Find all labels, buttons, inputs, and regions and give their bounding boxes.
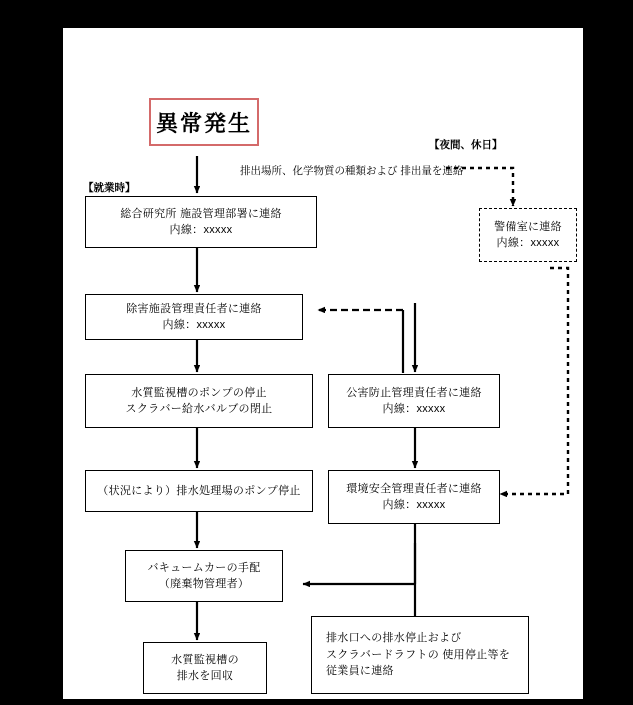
title-abnormal-occurrence (149, 98, 259, 146)
node-notify-employees-line1: 排水口への排水停止および (326, 632, 462, 645)
label-night: 【夜間、休日】 (429, 139, 503, 151)
node-collect-water-line1: 水質監視槽の (171, 653, 239, 666)
node-security-room-line1: 警備室に連絡 (494, 220, 562, 233)
node-notify-employees-line3: 従業員に連絡 (326, 665, 394, 678)
diagram-sheet (62, 27, 584, 700)
node-vacuum-car-line2: （廃棄物管理者） (158, 578, 250, 590)
node-pump-stop-line1: 水質監視槽のポンプの停止 (131, 386, 267, 399)
node-facility-dept-line1: 総合研究所 施設管理部署に連絡 (120, 207, 282, 220)
node-security-room (479, 208, 577, 262)
node-facility-dept-line2: 内線：xxxxx (169, 224, 233, 236)
node-vacuum-car (125, 550, 283, 602)
node-collect-water (143, 642, 267, 694)
annotation-report-line1: 排出場所、化学物質の種類および (240, 165, 398, 177)
node-pollution-manager-line2: 内線：xxxxx (382, 403, 446, 415)
node-env-safety-manager-line2: 内線：xxxxx (382, 499, 446, 511)
node-treatment-manager-line2: 内線：xxxxx (162, 319, 226, 331)
label-daytime: 【就業時】 (83, 182, 136, 194)
node-pollution-manager-line1: 公害防止管理責任者に連絡 (346, 386, 482, 399)
title-label: 異常発生 (155, 110, 252, 136)
node-vacuum-car-line1: バキュームカーの手配 (147, 561, 261, 574)
node-treatment-manager (85, 294, 303, 340)
node-pump-stop (85, 374, 313, 428)
node-facility-dept (85, 196, 317, 248)
node-env-safety-manager (328, 470, 500, 524)
annotation-report (240, 163, 463, 180)
node-notify-employees (311, 616, 529, 694)
node-pump-stop-line2: スクラバー給水バルブの閉止 (125, 403, 273, 415)
node-drainage-pump-stop (85, 470, 313, 512)
node-treatment-manager-line1: 除害施設管理責任者に連絡 (126, 302, 262, 315)
node-drainage-pump-stop-line1: （状況により）排水処理場のポンプ停止 (97, 484, 301, 497)
node-env-safety-manager-line1: 環境安全管理責任者に連絡 (346, 482, 482, 495)
node-security-room-line2: 内線：xxxxx (496, 237, 560, 249)
node-collect-water-line2: 排水を回収 (176, 670, 234, 682)
node-pollution-manager (328, 374, 500, 428)
annotation-report-line2: 排出量を連絡 (400, 165, 464, 177)
node-notify-employees-line2: スクラバードラフトの 使用停止等を (326, 648, 511, 661)
